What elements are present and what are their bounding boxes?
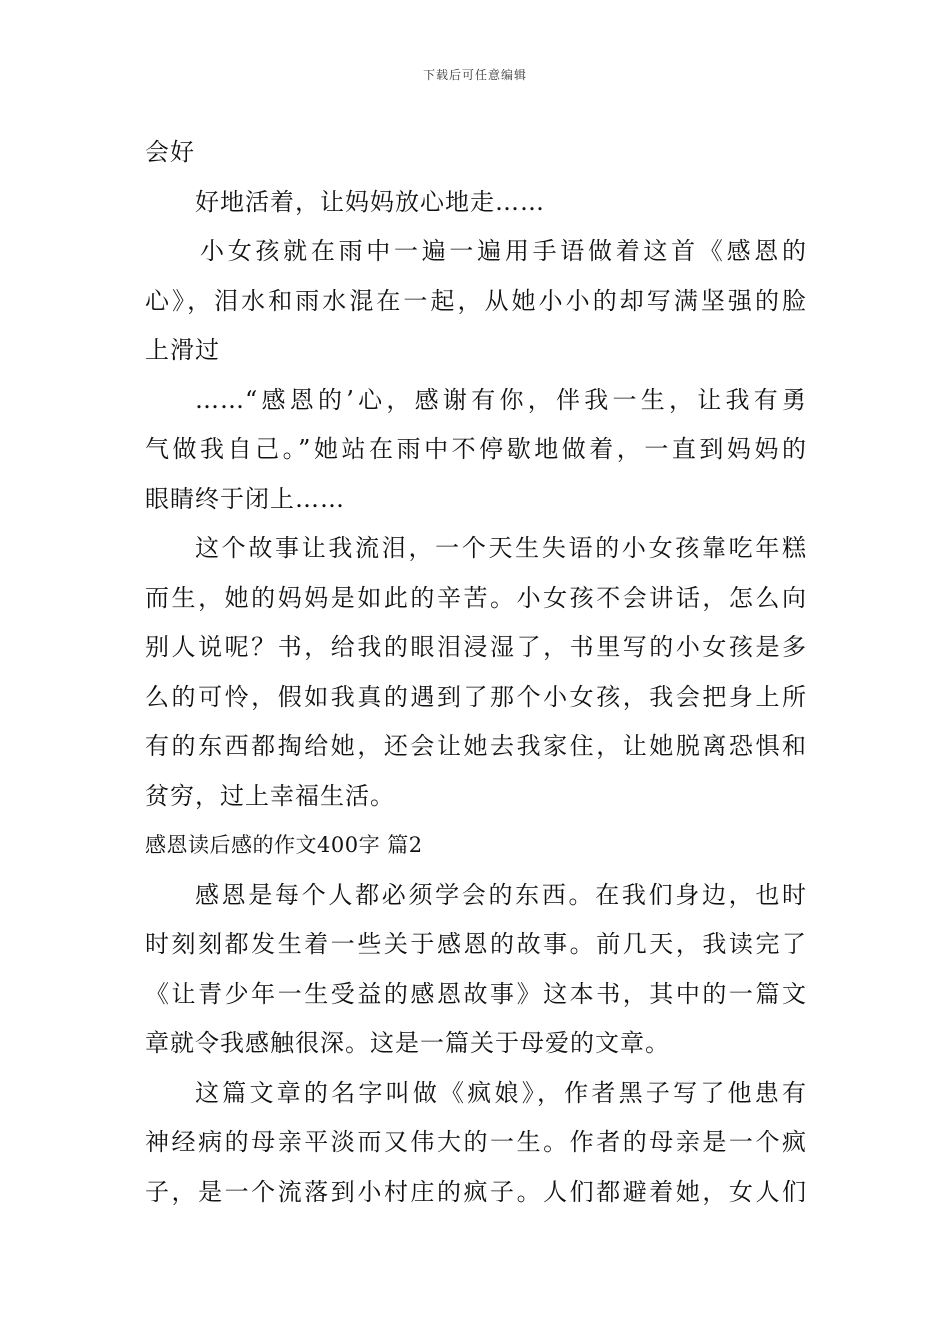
text-line: 么的可怜，假如我真的遇到了那个小女孩，我会把身上所: [145, 682, 807, 711]
text-line: 别人说呢？书，给我的眼泪浸湿了，书里写的小女孩是多: [145, 633, 807, 661]
text-line: 会好: [145, 138, 195, 166]
text-line: 而生，她的妈妈是如此的辛苦。小女孩不会讲话，怎么向: [145, 583, 807, 612]
text-line: 好地活着，让妈妈放心地走……: [195, 187, 545, 216]
text-line: 感恩是每个人都必须学会的东西。在我们身边，也时: [195, 880, 807, 909]
text-line: 小女孩就在雨中一遍一遍用手语做着这首《感恩的: [200, 237, 807, 265]
text-line: 气做我自己。”她站在雨中不停歇地做着，一直到妈妈的: [145, 435, 807, 463]
text-line: 眼睛终于闭上……: [145, 484, 345, 513]
page-header-note: 下载后可任意编辑: [422, 68, 527, 82]
text-line: 时刻刻都发生着一些关于感恩的故事。前几天，我读完了: [145, 930, 807, 958]
text-line: 贫穷，过上幸福生活。: [145, 781, 395, 810]
text-line: 章就令我感触很深。这是一篇关于母爱的文章。: [145, 1029, 670, 1057]
text-line: 子，是一个流落到小村庄的疯子。人们都避着她，女人们: [145, 1177, 807, 1206]
text-line: 《让青少年一生受益的感恩故事》这本书，其中的一篇文: [145, 979, 807, 1008]
document-body: [145, 128, 807, 1217]
text-line: 上滑过: [145, 336, 220, 364]
section-heading: 感恩读后感的作文400字 篇2: [145, 833, 423, 857]
text-line: 心》，泪水和雨水混在一起，从她小小的却写满坚强的脸: [145, 286, 807, 315]
text-line: 这个故事让我流泪，一个天生失语的小女孩靠吃年糕: [195, 534, 807, 562]
text-line: 这篇文章的名字叫做《疯娘》，作者黑子写了他患有: [195, 1078, 807, 1107]
text-line: 神经病的母亲平淡而又伟大的一生。作者的母亲是一个疯: [145, 1128, 807, 1156]
text-line: ……“感恩的’心，感谢有你，伴我一生，让我有勇: [195, 385, 807, 414]
text-line: 有的东西都掏给她，还会让她去我家住，让她脱离恐惧和: [145, 732, 807, 760]
